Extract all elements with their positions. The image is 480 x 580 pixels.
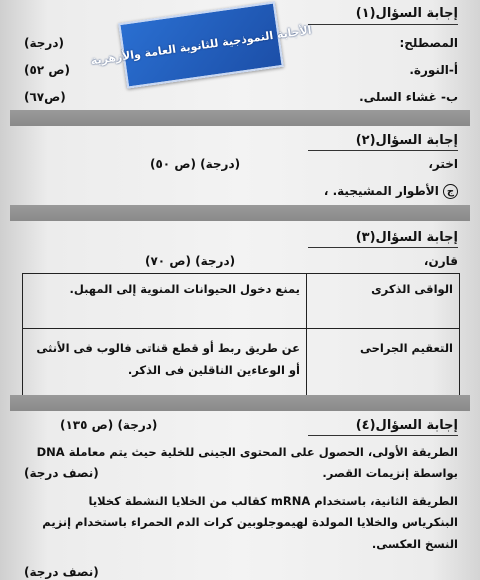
section-divider — [10, 395, 470, 411]
q4-method1-line2: بواسطة إنزيمات القصر. — [322, 466, 458, 480]
watermark-stamp-text: الأجابة النموذجية للثانوية العامة والأزهرية — [89, 23, 313, 67]
q4-title: إجابة السؤال(٤) — [355, 418, 458, 433]
table-row — [23, 274, 460, 329]
table-cell-body: عن طريق ربط أو قطع قناتى فالوب فى الأنثى أو الوعاءين الناقلين فى الذكر. — [23, 329, 307, 400]
q4-method1-line1: الطريقة الأولى، الحصول على المحتوى الجينى للخلية حيث يتم معاملة DNA — [36, 445, 458, 459]
table-cell-head: التعقيم الجراحى — [307, 329, 460, 400]
q4-title-rule — [308, 435, 458, 436]
q2-answer-text: الأطوار المشيجية. ، — [323, 184, 439, 198]
q3-title-rule — [308, 247, 458, 248]
q4-method2-line3: النسخ العكسى. — [371, 537, 458, 551]
section-divider — [10, 110, 470, 126]
q4-grade-ref: (درجة) (ص ١٣٥) — [60, 418, 158, 432]
q1-title-rule — [308, 24, 458, 25]
q2-title-rule — [308, 150, 458, 151]
q1-item-b-ref: (ص٦٧) — [24, 90, 66, 104]
q4-half-grade-2: (نصف درجة) — [24, 565, 99, 579]
q3-title: إجابة السؤال(٣) — [355, 230, 458, 245]
q1-item-b: ب- غشاء السلى. — [359, 90, 458, 104]
q4-half-grade-1: (نصف درجة) — [24, 466, 99, 480]
q1-item-a: أ-النورة. — [409, 63, 458, 77]
q1-item-a-ref: (ص ٥٢) — [24, 63, 70, 77]
q2-choose: اختر، — [428, 157, 458, 171]
q1-title: إجابة السؤال(١) — [355, 6, 458, 21]
table-row — [23, 329, 460, 400]
q2-answer — [324, 184, 458, 199]
table-cell-head: الواقى الذكرى — [307, 274, 460, 329]
q3-compare: قارن، — [423, 254, 458, 268]
q1-term-label: المصطلح: — [399, 36, 458, 50]
q4-method2-line2: البنكرياس والخلايا المولدة لهيموجلوبين كرات الدم الحمراء باستخدام إنزيم — [42, 515, 458, 529]
q2-title: إجابة السؤال(٢) — [355, 133, 458, 148]
comparison-table — [22, 273, 460, 400]
q4-method2-line1: الطريقة الثانية، باستخدام mRNA كقالب من الخلايا النشطة كخلايا — [88, 494, 458, 508]
watermark-stamp — [89, 1, 313, 88]
table-cell-body: يمنع دخول الحيوانات المنوية إلى المهبل. — [23, 274, 307, 329]
q2-grade-ref: (درجة) (ص ٥٠) — [150, 157, 241, 171]
q1-grade: (درجة) — [24, 36, 64, 50]
section-divider — [10, 205, 470, 221]
q3-grade-ref: (درجة) (ص ٧٠) — [145, 254, 236, 268]
q2-option-circle: ج — [443, 184, 458, 199]
